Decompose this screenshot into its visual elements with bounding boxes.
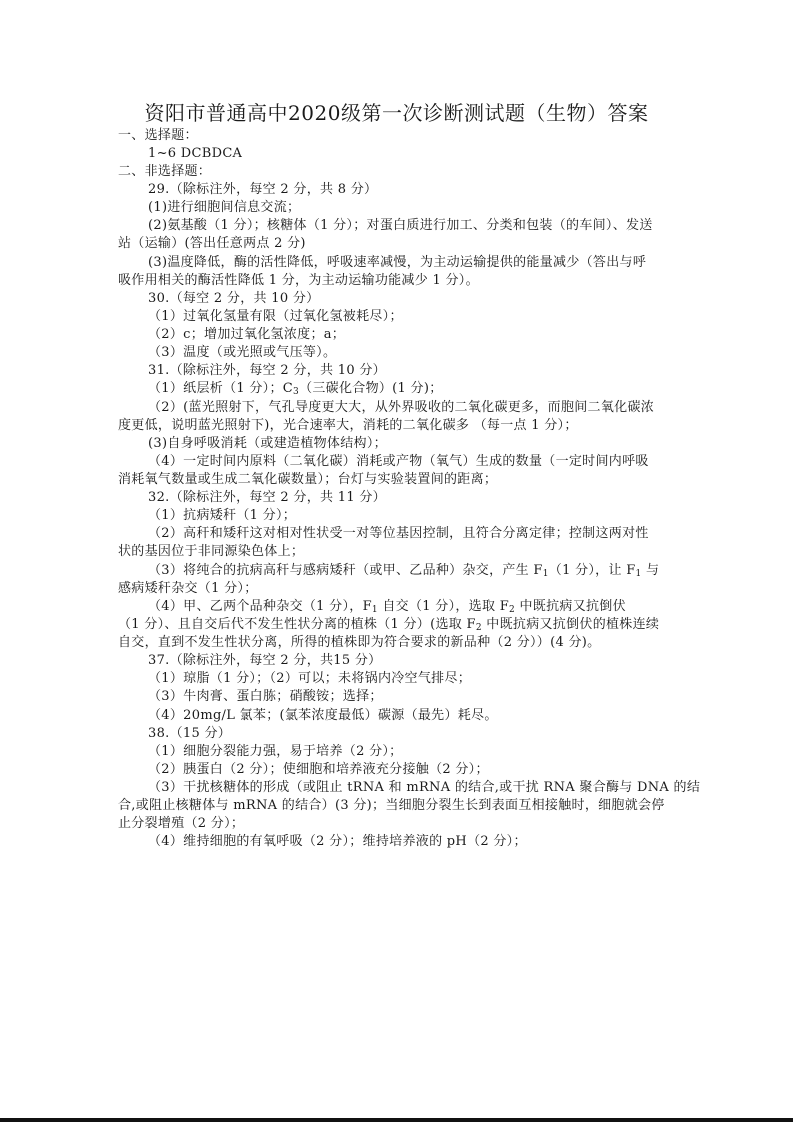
q30-answer-line: （3）温度（或光照或气压等）。 — [148, 345, 337, 360]
q38-answer-line: 止分裂增殖（2 分）； — [118, 816, 245, 831]
q31-text: （1）纸层析（1 分）；C — [148, 381, 294, 396]
subscript: 1 — [635, 569, 642, 579]
q32-text: （3）将纯合的抗病高秆与感病矮秆（或甲、乙品种）杂交，产生 F — [148, 563, 543, 578]
q32-answer-line — [148, 562, 659, 579]
q38-answer-line: （4）维持细胞的有氧呼吸（2 分）；维持培养液的 pH（2 分）； — [148, 834, 527, 849]
q31-text: （三碳化合物）(1 分)； — [299, 381, 443, 396]
q29-answer-line: (3)温度降低，酶的活性降低，呼吸速率减慢，为主动运输提供的能量减少（答出与呼 — [148, 255, 647, 270]
subscript: 3 — [293, 387, 300, 397]
q38-answer-line: （1）细胞分裂能力强，易于培养（2 分）； — [148, 744, 403, 759]
q32-text: 自交（1 分），选取 F — [377, 599, 510, 614]
q38-answer-line: （2）胰蛋白（2 分）；使细胞和培养液充分接触（2 分）； — [148, 762, 489, 777]
q32-answer-line — [118, 616, 659, 633]
subscript: 1 — [542, 569, 549, 579]
q30-header: 30.（每空 2 分，共 10 分） — [148, 291, 320, 306]
q32-answer-line: 感病矮秆杂交（1 分）； — [118, 581, 258, 596]
q31-answer-line: 消耗氧气数量或生成二氧化碳数量）；台灯与实验装置间的距离； — [118, 472, 498, 487]
q32-text: （1 分），让 F — [548, 563, 636, 578]
q32-text: 中既抗病又抗倒伏的植株连续 — [481, 617, 660, 632]
q31-answer-line — [148, 380, 443, 397]
subscript: 2 — [475, 623, 482, 633]
choice-answers: 1~6 DCBDCA — [148, 146, 243, 161]
q32-answer-line: 自交，直到不发生性状分离，所得的植株即为符合要求的新品种（2 分））(4 分)。 — [118, 635, 601, 650]
q32-text: 中既抗病又抗倒伏 — [515, 599, 626, 614]
q31-answer-line: （4）一定时间内原料（二氧化碳）消耗或产物（氧气）生成的数量（一定时间内呼吸 — [148, 454, 649, 469]
q32-text: （1 分）、且自交后代不发生性状分离的植株（1 分）(选取 F — [118, 617, 476, 632]
page-bottom-border — [0, 1118, 793, 1122]
subscript: 1 — [371, 605, 378, 615]
q32-answer-line: （2）高秆和矮秆这对相对性状受一对等位基因控制，且符合分离定律；控制这两对性 — [148, 526, 649, 541]
q31-answer-line: （2）(蓝光照射下，气孔导度更大大，从外界吸收的二氧化碳更多，而胞间二氧化碳浓 — [148, 400, 655, 415]
q32-answer-line: 状的基因位于非同源染色体上； — [118, 544, 305, 559]
subscript: 2 — [509, 605, 516, 615]
q37-answer-line: （1）琼脂（1 分）；（2）可以；未将锅内冷空气排尽； — [148, 671, 472, 686]
q29-answer-line: (2)氨基酸（1 分）；核糖体（1 分）；对蛋白质进行加工、分类和包装（的车间）、发送 — [148, 218, 653, 233]
q31-answer-line: 度更低，说明蓝光照射下)，光合速率大，消耗的二氧化碳多 （每一点 1 分）； — [118, 418, 578, 433]
q38-answer-line: 合,或阻止核糖体与 mRNA 的结合）(3 分)；当细胞分裂生长到表面互相接触时，细胞就会停 — [118, 798, 665, 813]
q31-header: 31.（除标注外，每空 2 分，共 10 分） — [148, 363, 386, 378]
q31-answer-line: (3)自身呼吸消耗（或建造植物体结构）； — [148, 436, 387, 451]
q30-answer-line: （1）过氧化氢量有限（过氧化氢被耗尽）； — [148, 309, 403, 324]
page-title: 资阳市普通高中2020级第一次诊断测试题（生物）答案 — [144, 101, 649, 125]
q37-answer-line: （4）20mg/L 氯苯；(氯苯浓度最低）碳源（最先）耗尽。 — [148, 708, 498, 723]
q32-text: （4）甲、乙两个品种杂交（1 分），F — [148, 599, 372, 614]
section-heading-choice: 一、选择题： — [118, 128, 198, 143]
q32-text: 与 — [641, 563, 660, 578]
q38-header: 38.（15 分） — [148, 726, 232, 741]
q29-header: 29.（除标注外，每空 2 分，共 8 分） — [148, 182, 378, 197]
q30-answer-line: （2）c；增加过氧化氢浓度；a； — [148, 327, 346, 342]
q32-answer-line — [148, 598, 626, 615]
q37-answer-line: （3）牛肉膏、蛋白胨；硝酸铵；选择； — [148, 689, 383, 704]
q38-answer-line: （3）干扰核糖体的形成（或阻止 tRNA 和 mRNA 的结合,或干扰 RNA 聚合酶与 DNA 的结 — [148, 780, 701, 795]
q32-header: 32.（除标注外，每空 2 分，共 11 分） — [148, 490, 386, 505]
section-heading-nonchoice: 二、非选择题： — [118, 164, 212, 179]
q37-header: 37.（除标注外，每空 2 分，共15 分） — [148, 653, 382, 668]
q29-answer-line: 站（运输）(答出任意两点 2 分) — [118, 236, 306, 251]
q29-answer-line: 吸作用相关的酶活性降低 1 分，为主动运输功能减少 1 分）。 — [118, 273, 479, 288]
q29-answer-line: (1)进行细胞间信息交流； — [148, 200, 301, 215]
q32-answer-line: （1）抗病矮秆（1 分）； — [148, 508, 297, 523]
